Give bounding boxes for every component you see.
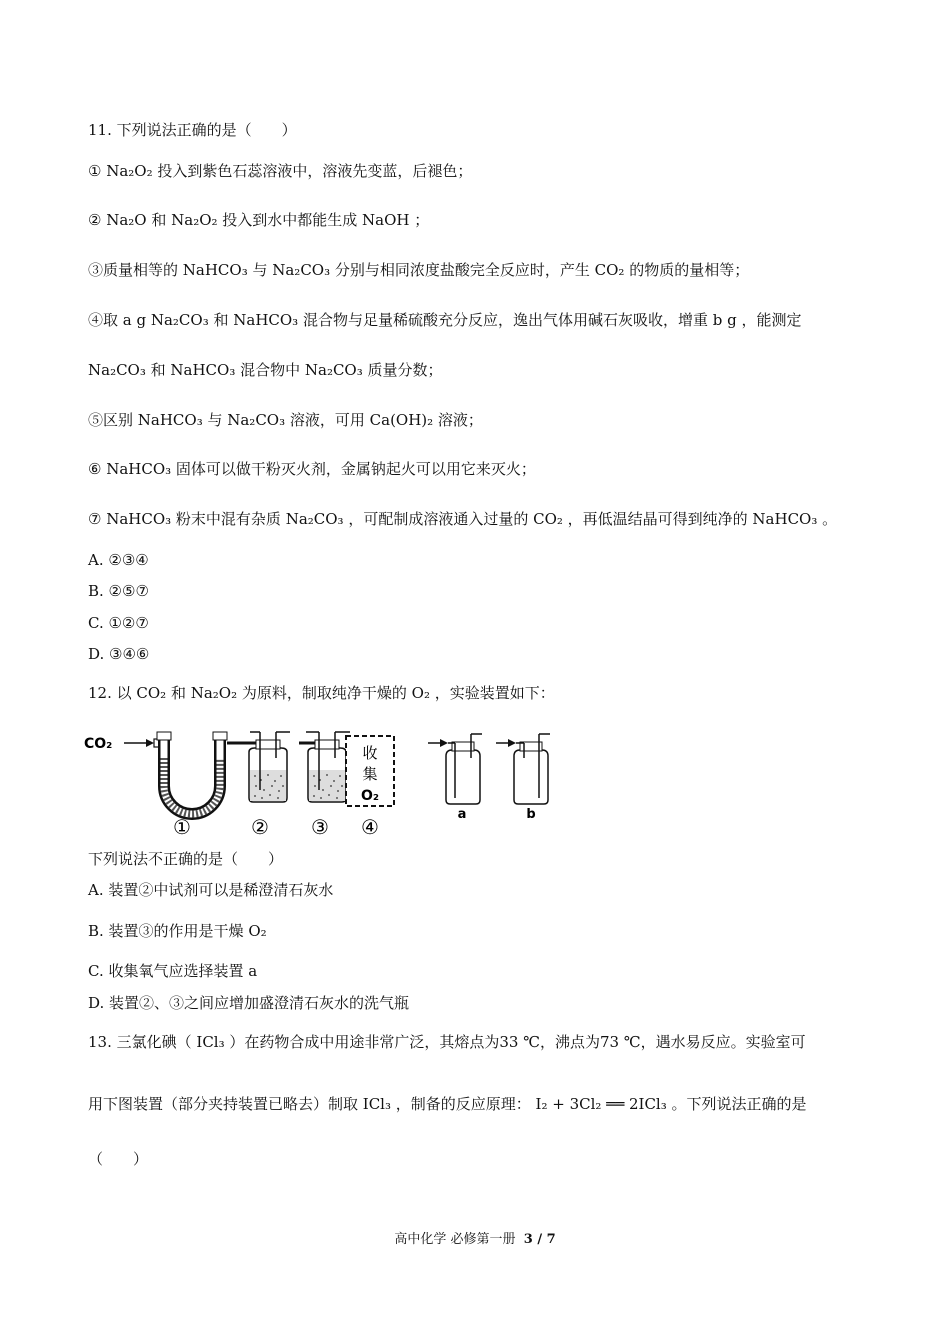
q12-option-b[interactable]: B. 装置③的作用是干燥 O₂ bbox=[88, 922, 267, 940]
collect-bottle-a bbox=[428, 734, 482, 822]
apparatus-diagram bbox=[84, 728, 554, 850]
label-3: ③ bbox=[311, 815, 329, 839]
q11-option-c[interactable]: C. ①②⑦ bbox=[88, 614, 149, 632]
q12-title: 12. 以 CO₂ 和 Na₂O₂ 为原料，制取纯净干燥的 O₂ ，实验装置如下： bbox=[88, 684, 555, 702]
collect-char-1: 收 bbox=[362, 744, 378, 762]
collect-char-2: 集 bbox=[362, 765, 378, 783]
bottle-a-label: a bbox=[457, 807, 467, 822]
page-number: 3 / 7 bbox=[523, 1232, 556, 1247]
label-4: ④ bbox=[361, 815, 379, 839]
q11-statement-4a: ④取 a g Na₂CO₃ 和 NaHCO₃ 混合物与足量稀硫酸充分反应，逸出气体用碱石灰吸收，增重 b g ，能测定 bbox=[88, 311, 802, 329]
q11-statement-1: ① Na₂O₂ 投入到紫色石蕊溶液中，溶液先变蓝，后褪色； bbox=[88, 162, 473, 180]
q11-title: 11. 下列说法正确的是（ ） bbox=[88, 121, 297, 139]
co2-inlet-label: CO₂ bbox=[84, 736, 113, 752]
collect-o2: O₂ bbox=[360, 788, 380, 804]
q11-statement-4b: Na₂CO₃ 和 NaHCO₃ 混合物中 Na₂CO₃ 质量分数； bbox=[88, 361, 443, 379]
footer-text: 高中化学 必修第一册 bbox=[394, 1232, 516, 1247]
inlet-arrowhead bbox=[146, 739, 154, 747]
collect-bottle-b bbox=[496, 734, 550, 822]
label-1: ① bbox=[173, 815, 191, 839]
q11-option-a[interactable]: A. ②③④ bbox=[88, 551, 149, 569]
q11-statement-2: ② Na₂O 和 Na₂O₂ 投入到水中都能生成 NaOH ； bbox=[88, 211, 430, 229]
q11-statement-7: ⑦ NaHCO₃ 粉末中混有杂质 Na₂CO₃ ，可配制成溶液通入过量的 CO₂ ，再低温结晶可得到纯净的 NaHCO₃ 。 bbox=[88, 510, 838, 528]
q12-option-c[interactable]: C. 收集氧气应选择装置 a bbox=[88, 962, 258, 980]
q11-statement-5: ⑤区别 NaHCO₃ 与 Na₂CO₃ 溶液，可用 Ca(OH)₂ 溶液； bbox=[88, 411, 483, 429]
q13-line-3: （ ） bbox=[88, 1150, 149, 1168]
q11-option-b[interactable]: B. ②⑤⑦ bbox=[88, 582, 149, 600]
q12-option-d[interactable]: D. 装置②、③之间应增加盛澄清石灰水的洗气瓶 bbox=[88, 994, 410, 1012]
bottle-b-label: b bbox=[526, 807, 536, 822]
q11-statement-3: ③质量相等的 NaHCO₃ 与 Na₂CO₃ 分别与相同浓度盐酸完全反应时，产生 CO₂ 的物质的量相等； bbox=[88, 261, 750, 279]
q13-line-2: 用下图装置（部分夹持装置已略去）制取 ICl₃ ，制备的反应原理： I₂ + 3Cl₂ ══ 2ICl₃ 。下列说法正确的是 bbox=[88, 1095, 807, 1113]
q11-option-d[interactable]: D. ③④⑥ bbox=[88, 645, 150, 663]
q12-question: 下列说法不正确的是（ ） bbox=[88, 850, 284, 868]
u-tube bbox=[157, 732, 227, 814]
page-footer bbox=[0, 1228, 950, 1247]
q11-statement-6: ⑥ NaHCO₃ 固体可以做干粉灭火剂，金属钠起火可以用它来灭火； bbox=[88, 460, 536, 478]
q13-line-1: 13. 三氯化碘（ ICl₃ ）在药物合成中用途非常广泛，其熔点为33 ℃，沸点为73 ℃，遇水易反应。实验室可 bbox=[88, 1033, 806, 1051]
q12-option-a[interactable]: A. 装置②中试剂可以是稀澄清石灰水 bbox=[88, 881, 334, 899]
label-2: ② bbox=[251, 815, 269, 839]
